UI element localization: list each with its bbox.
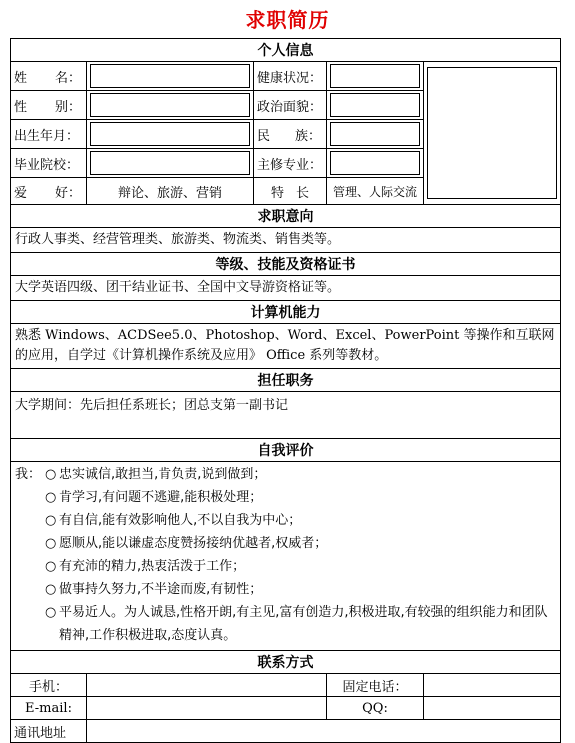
birth-field[interactable] — [87, 120, 254, 149]
certs-text: 大学英语四级、团干结业证书、全国中文导游资格证等。 — [11, 276, 561, 301]
political-field[interactable] — [327, 91, 424, 120]
name-label: 姓 名： — [11, 62, 87, 91]
qq-field[interactable] — [424, 697, 561, 720]
email-field[interactable] — [87, 697, 327, 720]
computer-text: 熟悉 Windows、ACDSee5.0、Photoshop、Word、Excel、PowerPoint 等操作和互联网的应用，自学过《计算机操作系统及应用》 Office 系列等教材。 — [11, 324, 561, 369]
school-field[interactable] — [87, 149, 254, 178]
political-label: 政治面貌： — [254, 91, 327, 120]
specialty-value: 管理、人际交流 — [327, 178, 424, 205]
birth-label: 出生年月： — [11, 120, 87, 149]
section-computer: 计算机能力 — [11, 301, 561, 324]
name-field[interactable] — [87, 62, 254, 91]
section-self-eval: 自我评价 — [11, 439, 561, 462]
positions-text: 大学期间：先后担任系班长；团总支第一副书记 — [11, 392, 561, 439]
section-positions: 担任职务 — [11, 369, 561, 392]
mobile-label: 手机： — [11, 674, 87, 697]
resume-title: 求职简历 — [245, 8, 330, 32]
phone-label: 固定电话： — [327, 674, 424, 697]
school-label: 毕业院校： — [11, 149, 87, 178]
mobile-field[interactable] — [87, 674, 327, 697]
specialty-label: 特 长 — [254, 178, 327, 205]
list-item: ○ 做事持久努力,不半途而废,有韧性； — [45, 582, 263, 597]
health-field[interactable] — [327, 62, 424, 91]
section-personal: 个人信息 — [11, 39, 561, 62]
qq-label: QQ: — [327, 697, 424, 720]
address-label: 通讯地址 — [11, 720, 87, 743]
ethnic-field[interactable] — [327, 120, 424, 149]
email-label: E-mail: — [11, 697, 87, 720]
resume-table — [10, 38, 561, 743]
list-item: ○ 愿顺从,能以谦虚态度赞扬接纳优越者,权威者； — [45, 536, 328, 551]
address-field[interactable] — [87, 720, 561, 743]
list-item: ○ 有自信,能有效影响他人,不以自我为中心； — [45, 513, 302, 528]
intent-text: 行政人事类、经营管理类、旅游类、物流类、销售类等。 — [11, 228, 561, 253]
list-item: ○ 肯学习,有问题不逃避,能积极处理； — [45, 490, 263, 505]
major-label: 主修专业： — [254, 149, 327, 178]
hobby-value: 辩论、旅游、营销 — [87, 178, 254, 205]
list-item: 我： ○ 忠实诚信,敢担当,肯负责,说到做到； — [15, 467, 267, 482]
ethnic-label: 民 族： — [254, 120, 327, 149]
self-eval-body — [11, 462, 561, 651]
photo-box — [424, 62, 561, 205]
section-certs: 等级、技能及资格证书 — [11, 253, 561, 276]
gender-label: 性 别： — [11, 91, 87, 120]
health-label: 健康状况： — [254, 62, 327, 91]
gender-field[interactable] — [87, 91, 254, 120]
list-item: ○ 平易近人。为人诚恳,性格开朗,有主见,富有创造力,积极进取,有较强的组织能力和团队精神,工作积极进取,态度认真。 — [45, 605, 548, 643]
hobby-label: 爱 好： — [11, 178, 87, 205]
self-eval-list — [15, 463, 556, 647]
phone-field[interactable] — [424, 674, 561, 697]
list-item: ○ 有充沛的精力,热衷活泼于工作； — [45, 559, 246, 574]
major-field[interactable] — [327, 149, 424, 178]
section-intent: 求职意向 — [11, 205, 561, 228]
section-contact: 联系方式 — [11, 651, 561, 674]
